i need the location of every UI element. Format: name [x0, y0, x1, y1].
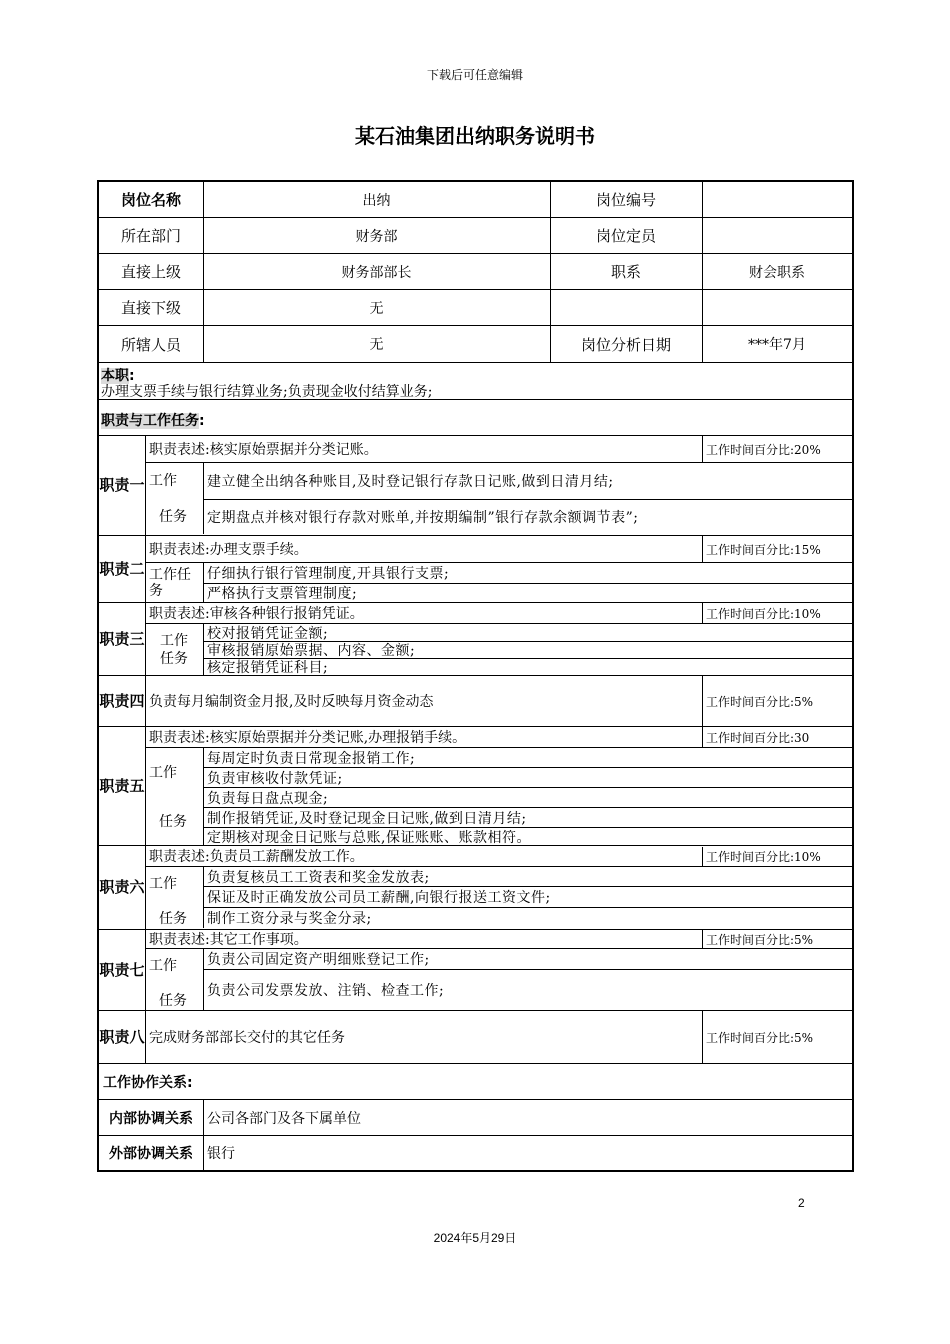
duty-4-label: 职责四 [99, 691, 145, 710]
external-coordination-label: 外部协调关系 [109, 1146, 193, 1162]
cooperation-heading: 工作协作关系: [103, 1074, 193, 1091]
subordinate-value: 无 [369, 300, 384, 317]
internal-coordination-label: 内部协调关系 [109, 1110, 193, 1127]
benzhi-text: 办理支票手续与银行结算业务;负责现金收付结算业务; [101, 384, 433, 400]
staff-value: 无 [369, 337, 384, 353]
duty-7-task-2: 负责公司发票发放、注销、检查工作; [207, 983, 445, 999]
page-number: 2 [798, 1196, 805, 1210]
benzhi-label: 本职: [101, 368, 135, 384]
post-name-value: 出纳 [362, 192, 391, 209]
duty-2-task-label: 工作任 务 [149, 566, 191, 599]
duty-5-description: 职责表述:核实原始票据并分类记账,办理报销手续。 [149, 730, 467, 746]
duty-2-percentage: 工作时间百分比:15% [706, 542, 821, 557]
duty-7-description: 职责表述:其它工作事项。 [149, 932, 308, 948]
duty-1-task-label: 工作 任务 [149, 473, 187, 525]
post-number-label: 岗位编号 [595, 191, 656, 209]
duty-6-task-2: 保证及时正确发放公司员工薪酬,向银行报送工资文件; [207, 890, 551, 906]
empty-value [702, 290, 852, 325]
duty-1-task-1: 建立健全出纳各种账目,及时登记银行存款日记账,做到日清月结; [207, 474, 614, 490]
staffing-label: 岗位定员 [595, 227, 656, 245]
duty-3-description: 职责表述:审核各种银行报销凭证。 [149, 606, 364, 622]
analysis-date-value: ***年7月 [748, 337, 806, 353]
duty-5-task-5: 定期核对现金日记账与总账,保证账账、账款相符。 [207, 829, 531, 846]
department-value: 财务部 [355, 228, 398, 245]
duty-6-percentage: 工作时间百分比:10% [706, 849, 821, 864]
duty-1-label: 职责一 [99, 476, 145, 494]
duty-2-task-1: 仔细执行银行管理制度,开具银行支票; [207, 566, 450, 582]
duty-7-task-1: 负责公司固定资产明细账登记工作; [207, 952, 430, 968]
duty-4-percentage: 工作时间百分比:5% [706, 694, 814, 709]
duties-heading: 职责与工作任务: [101, 413, 205, 429]
duty-5-task-1: 每周定时负责日常现金报销工作; [207, 750, 416, 767]
duty-2-task-2: 严格执行支票管理制度; [207, 586, 358, 602]
staff-label: 所辖人员 [120, 335, 181, 354]
duty-1-description: 职责表述:核实原始票据并分类记账。 [149, 442, 378, 458]
duty-7-percentage: 工作时间百分比:5% [706, 932, 814, 947]
duty-6-label: 职责六 [99, 877, 145, 896]
duty-2-label: 职责二 [99, 559, 145, 578]
duty-3-task-label: 工作 任务 [160, 632, 188, 667]
duty-5-task-label: 工作 任务 [149, 765, 187, 830]
empty-label [550, 290, 702, 325]
duty-5-task-2: 负责审核收付款凭证; [207, 770, 343, 787]
post-name-label: 岗位名称 [120, 191, 181, 209]
duty-5-percentage: 工作时间百分比:30 [706, 730, 810, 745]
duty-6-task-1: 负责复核员工工资表和奖金发放表; [207, 869, 430, 886]
duty-3-task-1: 校对报销凭证金额; [207, 625, 329, 642]
duty-5-task-4: 制作报销凭证,及时登记现金日记账,做到日清月结; [207, 810, 527, 827]
analysis-date-label: 岗位分析日期 [580, 335, 671, 354]
subordinate-label: 直接下级 [120, 299, 181, 317]
post-number-value [702, 182, 852, 217]
duty-5-label: 职责五 [99, 776, 145, 795]
staffing-value [702, 218, 852, 253]
duty-3-percentage: 工作时间百分比:10% [706, 606, 821, 621]
duty-7-label: 职责七 [99, 960, 145, 979]
footer-date: 2024年5月29日 [433, 1231, 517, 1245]
duty-3-label: 职责三 [99, 629, 145, 648]
duty-2-description: 职责表述:办理支票手续。 [149, 542, 308, 558]
superior-value: 财务部部长 [341, 264, 412, 281]
duty-3-task-3: 核定报销凭证科目; [207, 660, 329, 676]
page-header-note: 下载后可任意编辑 [426, 68, 523, 82]
duty-7-task-label: 工作 任务 [149, 958, 187, 1009]
job-family-value: 财会职系 [749, 264, 805, 281]
job-description-table [97, 180, 854, 1172]
internal-coordination-value: 公司各部门及各下属单位 [207, 1110, 361, 1127]
department-label: 所在部门 [120, 227, 181, 245]
job-family-label: 职系 [610, 263, 641, 281]
duty-6-task-label: 工作 任务 [149, 876, 187, 927]
external-coordination-value: 银行 [207, 1146, 235, 1162]
duty-3-task-2: 审核报销原始票据、内容、金额; [207, 643, 416, 659]
superior-label: 直接上级 [120, 263, 181, 281]
duty-6-task-3: 制作工资分录与奖金分录; [207, 911, 372, 927]
duty-4-description: 负责每月编制资金月报,及时反映每月资金动态 [149, 694, 434, 710]
duty-8-description: 完成财务部部长交付的其它任务 [149, 1030, 345, 1046]
document-title: 某石油集团出纳职务说明书 [355, 124, 595, 148]
duty-1-percentage: 工作时间百分比:20% [706, 442, 821, 457]
duty-6-description: 职责表述:负责员工薪酬发放工作。 [149, 849, 364, 865]
duty-8-label: 职责八 [99, 1027, 145, 1046]
duty-1-task-2: 定期盘点并核对银行存款对账单,并按期编制”银行存款余额调节表”; [207, 510, 639, 526]
duty-8-percentage: 工作时间百分比:5% [706, 1030, 814, 1045]
duty-5-task-3: 负责每日盘点现金; [207, 790, 329, 807]
